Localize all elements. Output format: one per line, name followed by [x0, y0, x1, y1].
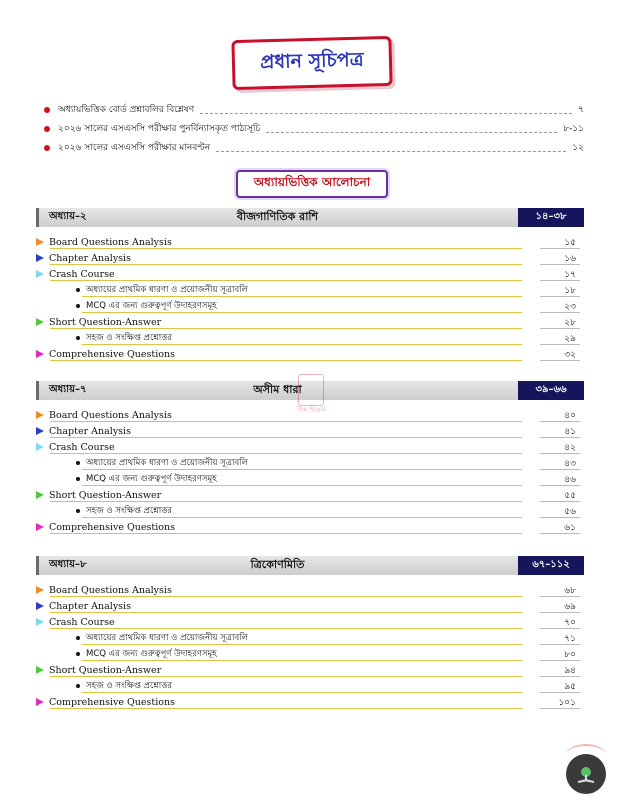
- toc-page: ৭১: [564, 633, 576, 644]
- intro-item-page: ৮-১১: [563, 124, 584, 134]
- intro-item-label: ২০২৬ সালের এসএসসি পরীক্ষার মানবণ্টন: [58, 143, 211, 153]
- toc-row-board[interactable]: [36, 234, 584, 250]
- dot-bullet-icon: [76, 509, 80, 513]
- chapter-block: [36, 208, 584, 362]
- toc-subrow[interactable]: [36, 282, 584, 298]
- toc-page: ২৩: [564, 301, 576, 312]
- toc-label: অধ্যায়ের প্রাথমিক ধারণা ও প্রয়োজনীয় সূত্রাবলি: [86, 285, 249, 295]
- toc-row-comprehensive[interactable]: [36, 346, 584, 362]
- toc-subrow[interactable]: [36, 471, 584, 487]
- toc-label: Comprehensive Questions: [49, 521, 175, 533]
- toc-label: Chapter Analysis: [49, 600, 131, 612]
- toc-subrow[interactable]: [36, 298, 584, 314]
- toc-label: সহজ ও সংক্ষিপ্ত প্রশ্নোত্তর: [86, 506, 172, 516]
- toc-page: ১০১: [558, 697, 576, 708]
- toc-page: ১৫: [564, 237, 576, 248]
- toc-page: ২৯: [564, 333, 576, 344]
- toc-page: ৬১: [564, 522, 576, 533]
- bullet-icon: [44, 107, 50, 113]
- dot-bullet-icon: [76, 636, 80, 640]
- intro-item-label: অধ্যায়ভিত্তিক বোর্ড প্রশ্নাবলির বিশ্লেষণ: [58, 105, 195, 115]
- triangle-bullet-icon: [36, 318, 44, 326]
- toc-label: Crash Course: [49, 268, 115, 280]
- triangle-bullet-icon: [36, 238, 44, 246]
- toc-label: MCQ এর জন্য গুরুত্বপূর্ণ উদাহরণসমূহ: [86, 649, 217, 659]
- toc-row-chapter[interactable]: [36, 250, 584, 266]
- toc-page: ৪৬: [564, 474, 576, 485]
- toc-page: ৬৯: [564, 601, 576, 612]
- toc-page: ৮০: [564, 649, 576, 660]
- toc-page: ৬৮: [564, 585, 576, 596]
- toc-page: ৭০: [564, 617, 576, 628]
- publisher-logo-icon: [566, 754, 606, 794]
- watermark-logo: [294, 374, 328, 422]
- toc-label: অধ্যায়ের প্রাথমিক ধারণা ও প্রয়োজনীয় সূত্রাবলি: [86, 458, 249, 468]
- toc-label: সহজ ও সংক্ষিপ্ত প্রশ্নোত্তর: [86, 333, 172, 343]
- intro-item[interactable]: [44, 138, 584, 157]
- toc-label: Short Question-Answer: [49, 316, 162, 328]
- intro-item[interactable]: [44, 100, 584, 119]
- leader-dots: [200, 106, 572, 114]
- toc-page: ৯৫: [564, 681, 576, 692]
- triangle-bullet-icon: [36, 602, 44, 610]
- toc-row-crash[interactable]: [36, 439, 584, 455]
- triangle-bullet-icon: [36, 586, 44, 594]
- triangle-bullet-icon: [36, 523, 44, 531]
- book-tree-icon: [575, 763, 597, 785]
- toc-page: ৯৪: [564, 665, 576, 676]
- triangle-bullet-icon: [36, 411, 44, 419]
- toc-page: ৫৬: [564, 506, 576, 517]
- toc-page: ৪৩: [564, 458, 576, 469]
- toc-label: Comprehensive Questions: [49, 696, 175, 708]
- toc-subrow[interactable]: [36, 330, 584, 346]
- dot-bullet-icon: [76, 477, 80, 481]
- toc-label: MCQ এর জন্য গুরুত্বপূর্ণ উদাহরণসমূহ: [86, 474, 217, 484]
- toc-subrow[interactable]: [36, 455, 584, 471]
- chapter-topic: বীজগাণিতিক রাশি: [236, 210, 319, 223]
- toc-label: Board Questions Analysis: [49, 409, 172, 421]
- dot-bullet-icon: [76, 461, 80, 465]
- dot-bullet-icon: [76, 336, 80, 340]
- toc-label: Crash Course: [49, 441, 115, 453]
- toc-row-crash[interactable]: [36, 266, 584, 282]
- triangle-bullet-icon: [36, 666, 44, 674]
- chapter-page-range: ৬৭–১১২: [518, 556, 584, 575]
- toc-page: ৪২: [564, 442, 576, 453]
- toc-row-short[interactable]: [36, 314, 584, 330]
- title-banner: [231, 36, 392, 90]
- intro-list: [44, 100, 584, 157]
- bullet-icon: [44, 126, 50, 132]
- toc-subrow[interactable]: [36, 503, 584, 519]
- dot-bullet-icon: [76, 288, 80, 292]
- toc-label: Short Question-Answer: [49, 664, 162, 676]
- triangle-bullet-icon: [36, 254, 44, 262]
- chapter-name: অধ্যায়–২: [49, 211, 87, 222]
- toc-page: ৩২: [564, 349, 576, 360]
- dot-bullet-icon: [76, 304, 80, 308]
- dot-bullet-icon: [76, 684, 80, 688]
- triangle-bullet-icon: [36, 427, 44, 435]
- toc-row-comprehensive[interactable]: [36, 519, 584, 535]
- triangle-bullet-icon: [36, 491, 44, 499]
- intro-item-page: ১২: [572, 143, 584, 153]
- toc-row-board[interactable]: [36, 582, 584, 598]
- toc-row-chapter[interactable]: [36, 423, 584, 439]
- toc-page: ৪০: [564, 410, 576, 421]
- watermark-icon: [298, 374, 324, 406]
- section-heading: অধ্যায়ভিত্তিক আলোচনা: [236, 170, 388, 198]
- toc-page: ১৭: [564, 269, 576, 280]
- chapter-topic: অসীম ধারা: [253, 383, 302, 396]
- toc-label: Board Questions Analysis: [49, 236, 172, 248]
- leader-dots: [266, 125, 557, 133]
- toc-label: Crash Course: [49, 616, 115, 628]
- toc-page: ১৮: [564, 285, 576, 296]
- toc-label: Short Question-Answer: [49, 489, 162, 501]
- toc-page: ৪১: [564, 426, 576, 437]
- intro-item[interactable]: [44, 119, 584, 138]
- toc-row-comprehensive[interactable]: [36, 694, 584, 710]
- chapter-page-range: ৩৯–৬৬: [518, 381, 584, 400]
- triangle-bullet-icon: [36, 270, 44, 278]
- toc-label: Chapter Analysis: [49, 252, 131, 264]
- chapter-name: অধ্যায়–৮: [49, 559, 87, 570]
- toc-row-chapter[interactable]: [36, 598, 584, 614]
- toc-label: সহজ ও সংক্ষিপ্ত প্রশ্নোত্তর: [86, 681, 172, 691]
- chapter-page-range: ১৪–৩৮: [518, 208, 584, 227]
- chapter-topic: ত্রিকোণমিতি: [250, 558, 305, 571]
- toc-row-crash[interactable]: [36, 614, 584, 630]
- toc-page: ৫৫: [564, 490, 576, 501]
- intro-item-page: ৭: [578, 105, 584, 115]
- page-title: প্রধান সূচিপত্র: [259, 48, 364, 74]
- chapter-block: [36, 556, 584, 710]
- triangle-bullet-icon: [36, 443, 44, 451]
- chapter-name: অধ্যায়–৭: [49, 384, 87, 395]
- bullet-icon: [44, 145, 50, 151]
- toc-label: MCQ এর জন্য গুরুত্বপূর্ণ উদাহরণসমূহ: [86, 301, 217, 311]
- toc-row-short[interactable]: [36, 662, 584, 678]
- toc-page: ২৮: [564, 317, 576, 328]
- triangle-bullet-icon: [36, 698, 44, 706]
- toc-page: ১৬: [564, 253, 576, 264]
- toc-label: অধ্যায়ের প্রাথমিক ধারণা ও প্রয়োজনীয় সূত্রাবলি: [86, 633, 249, 643]
- intro-item-label: ২০২৬ সালের এসএসসি পরীক্ষার পুনর্বিন্যাসকৃত পাঠ্যসূচি: [58, 124, 261, 134]
- dot-bullet-icon: [76, 652, 80, 656]
- toc-label: Board Questions Analysis: [49, 584, 172, 596]
- toc-subrow[interactable]: [36, 630, 584, 646]
- chapter-header[interactable]: [36, 208, 584, 227]
- triangle-bullet-icon: [36, 350, 44, 358]
- toc-subrow[interactable]: [36, 678, 584, 694]
- toc-row-short[interactable]: [36, 487, 584, 503]
- toc-label: Comprehensive Questions: [49, 348, 175, 360]
- triangle-bullet-icon: [36, 618, 44, 626]
- chapter-header[interactable]: [36, 556, 584, 575]
- watermark-text: The Royal: [296, 406, 326, 413]
- toc-label: Chapter Analysis: [49, 425, 131, 437]
- leader-dots: [216, 144, 566, 152]
- toc-subrow[interactable]: [36, 646, 584, 662]
